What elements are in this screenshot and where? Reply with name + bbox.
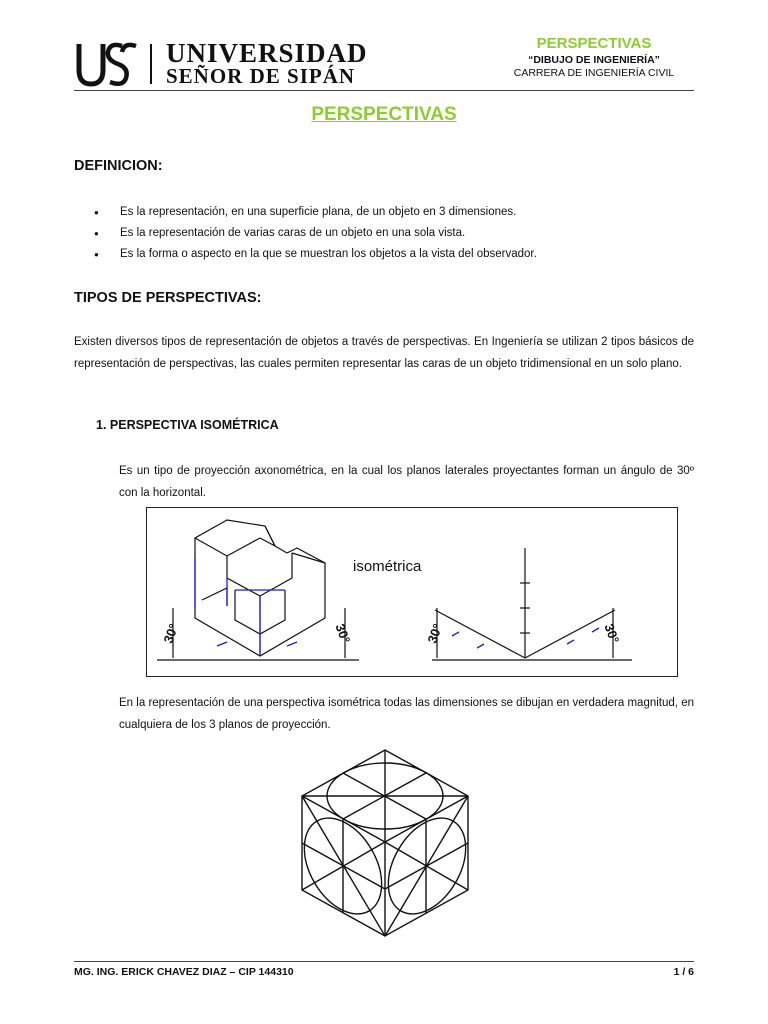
- header-rule: [74, 90, 694, 91]
- header-course-block: [494, 35, 694, 79]
- isometric-drawing: [147, 508, 677, 676]
- header-career: CARRERA DE INGENIERÍA CIVIL: [513, 67, 675, 79]
- tipos-heading: TIPOS DE PERSPECTIVAS:: [74, 290, 262, 306]
- dimension-paragraph: En la representación de una perspectiva isométrica todas las dimensiones se dibujan en verdadera magnitud, en cualquiera de los 3 planos de proyección.: [119, 697, 694, 731]
- definicion-bullet: ● Es la forma o aspecto en la que se muestran los objetos a la vista del observador.: [94, 245, 694, 266]
- isometrica-paragraph: Es un tipo de proyección axonométrica, en la cual los planos laterales proyectantes forman un ángulo de 30º con la horizontal.: [119, 465, 694, 499]
- university-name-line2: SEÑOR DE SIPÁN: [166, 64, 356, 88]
- angle-label: 30°: [601, 621, 623, 646]
- definicion-heading: DEFINICION:: [74, 158, 163, 174]
- definicion-bullet: ● Es la representación, en una superficie plana, de un objeto en 3 dimensiones.: [94, 203, 694, 224]
- university-logo-icon: [76, 40, 138, 88]
- header-subtitle: “DIBUJO DE INGENIERÍA”: [528, 54, 660, 66]
- tipos-paragraph: Existen diversos tipos de representación de objetos a través de perspectivas. En Ingeniería se utilizan 2 tipos básicos de representación de perspectivas, las cuales permiten representar las caras de un objeto tridimensional en un solo plano.: [74, 336, 694, 370]
- header-title: PERSPECTIVAS: [536, 35, 652, 52]
- footer-rule: [74, 961, 694, 962]
- logo-divider: [150, 44, 152, 84]
- isometrica-label: isométrica: [353, 558, 422, 575]
- footer-author: MG. ING. ERICK CHAVEZ DIAZ – CIP 144310: [74, 966, 294, 978]
- page-number: 1 / 6: [673, 966, 694, 978]
- document-title: PERSPECTIVAS: [311, 104, 457, 125]
- isometric-cube-figure: [296, 748, 474, 938]
- angle-label: 30°: [160, 621, 182, 646]
- angle-label: 30°: [332, 621, 354, 646]
- definicion-bullet: ● Es la representación de varias caras de un objeto en una sola vista.: [94, 224, 694, 245]
- isometric-figure: [146, 507, 678, 677]
- definicion-list: [94, 203, 694, 266]
- angle-label: 30°: [424, 621, 446, 646]
- university-name-line1: UNIVERSIDAD: [166, 38, 368, 68]
- isometrica-heading: 1. PERSPECTIVA ISOMÉTRICA: [96, 418, 279, 432]
